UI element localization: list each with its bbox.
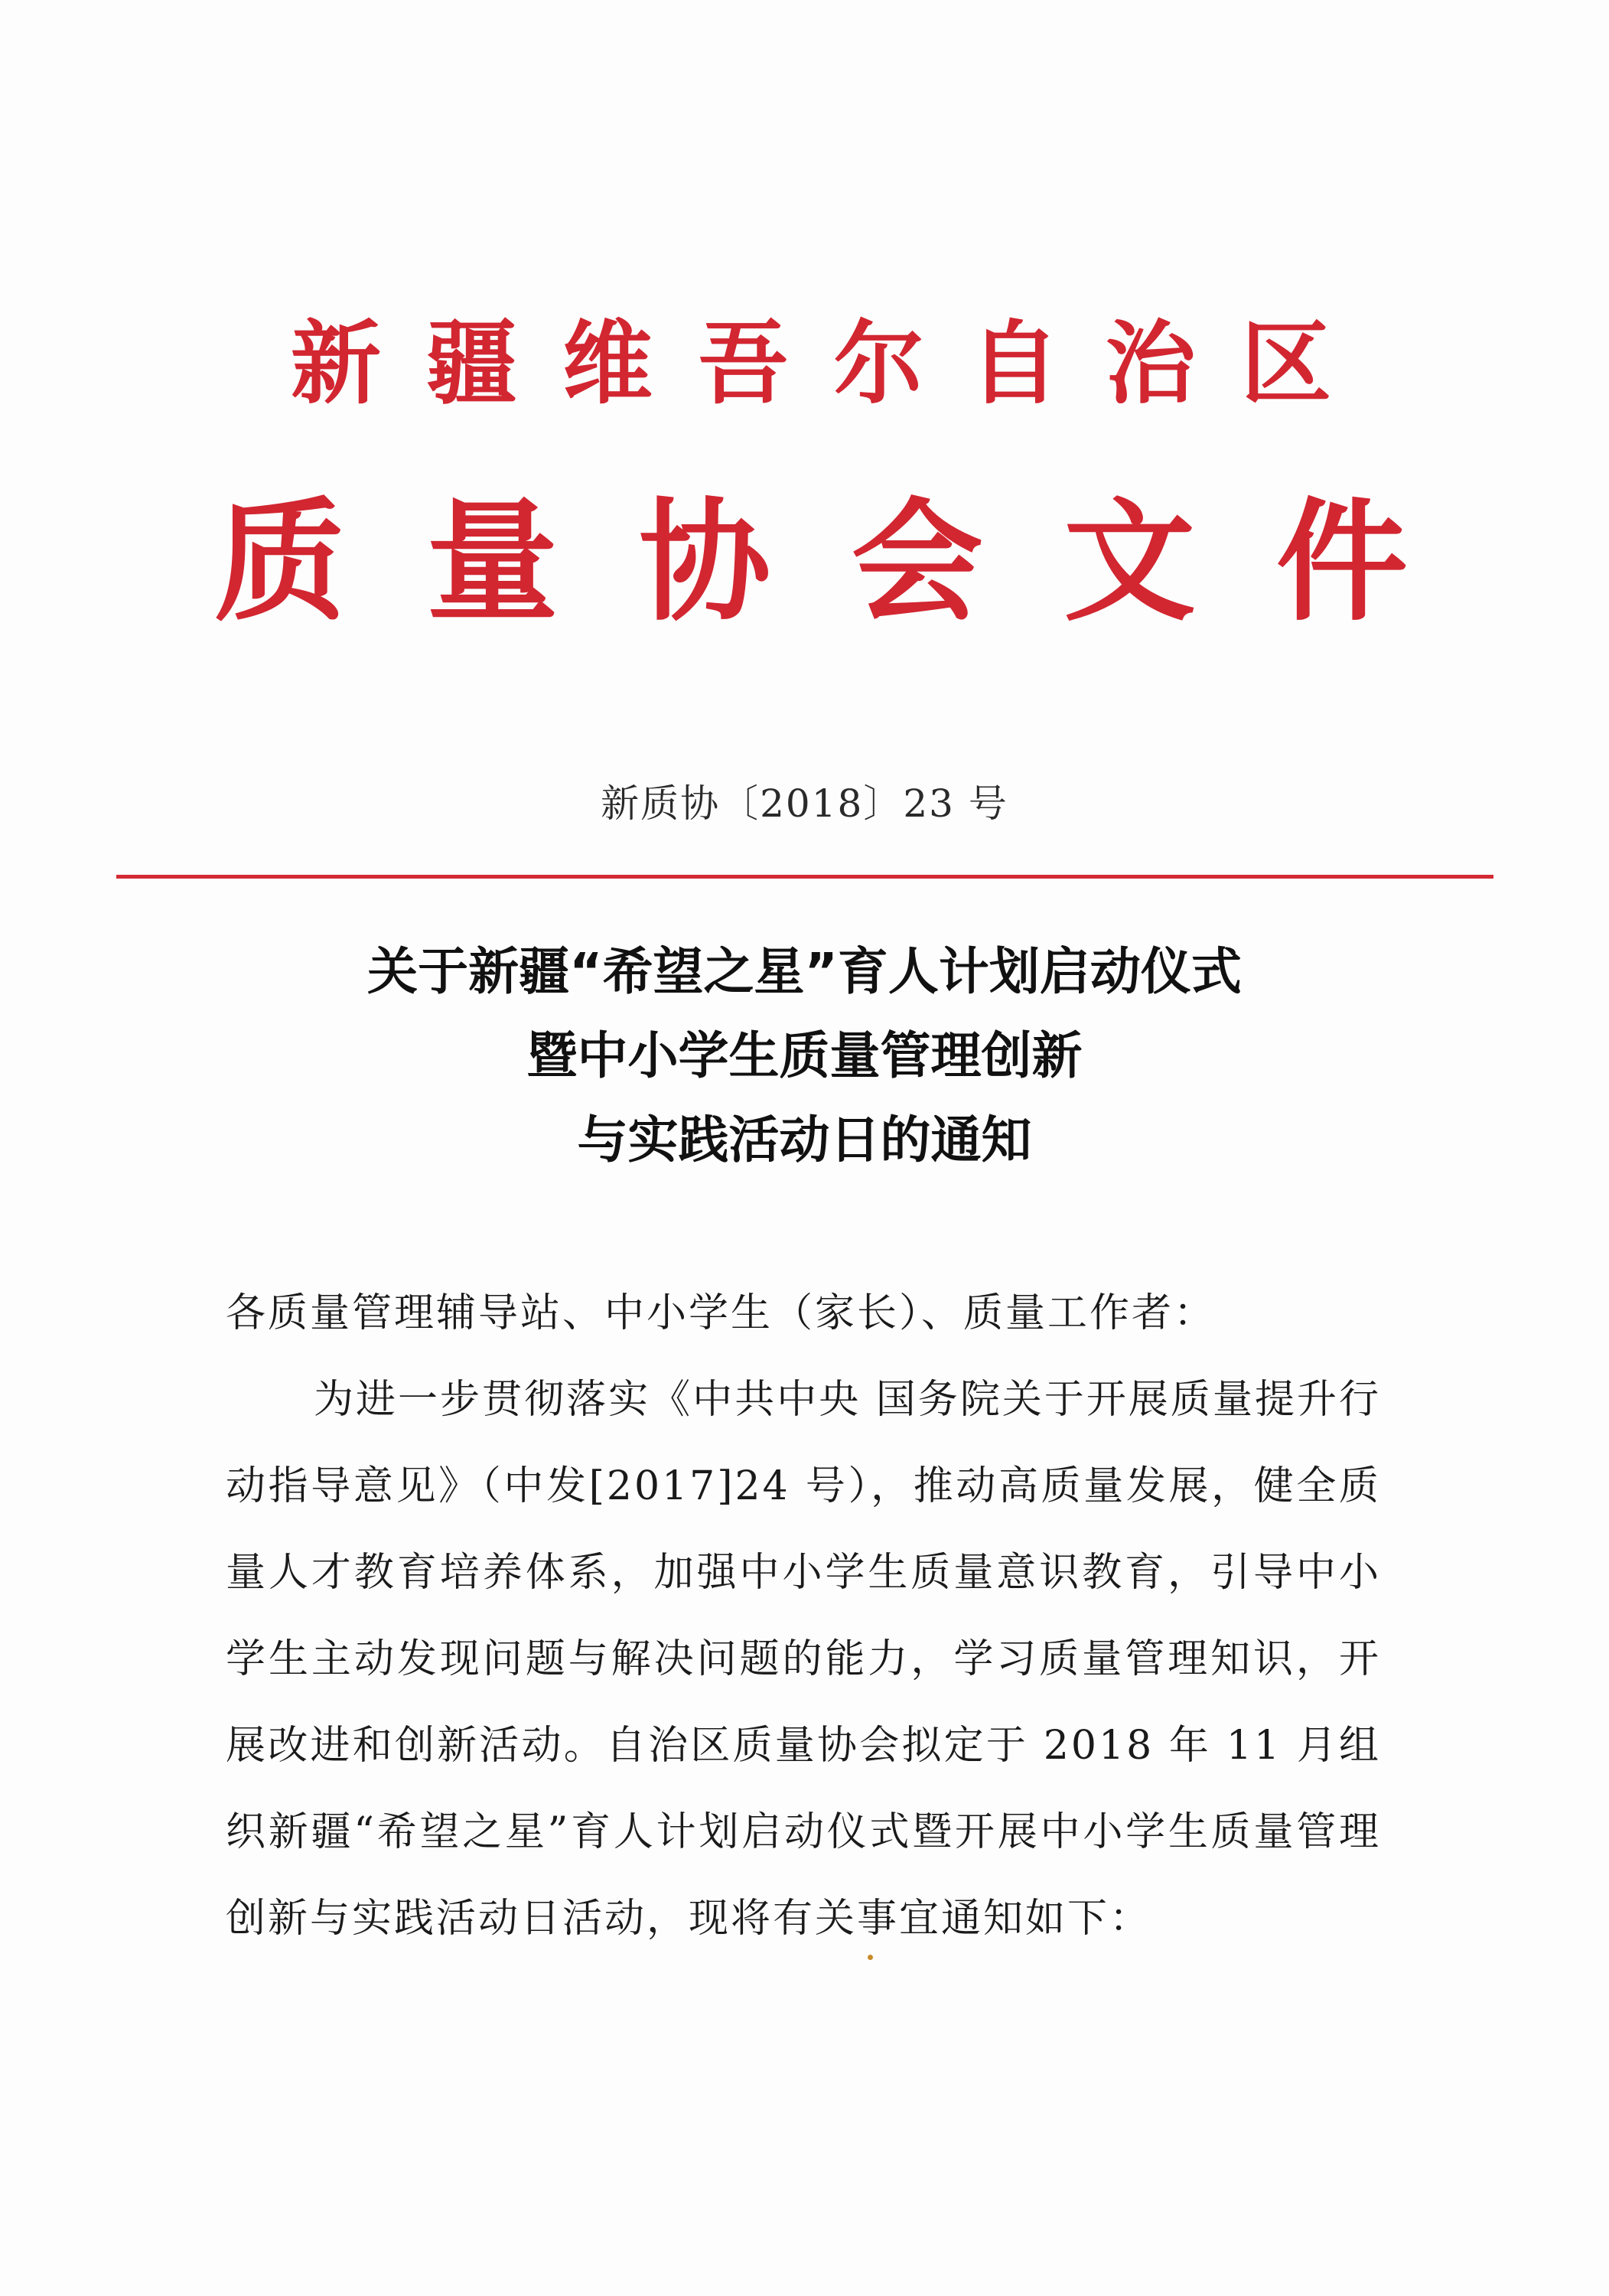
header-char: 疆 <box>426 311 517 416</box>
title-line-3: 与实践活动日的通知 <box>577 1110 1032 1169</box>
title-line-2: 暨中小学生质量管理创新 <box>526 1026 1083 1085</box>
document-number: 新质协〔2018〕23 号 <box>601 781 1008 826</box>
header-char: 件 <box>1275 484 1408 639</box>
body-paragraph: 为进一步贯彻落实《中共中央 国务院关于开展质量提升行动指导意见》（中发[2017]24 号），推动高质量发展，健全质量人才教育培养体系，加强中小学生质量意识教育，引导中小学生主动发现问题与解决问题的能力，学习质量管理知识，开展改进和创新活动。自治区质量协会拟定于 2018 年 11 月组织新疆“希望之星”育人计划启动仪式暨开展中小学生质量管理创新与实践活动日活动，现将有关事宜通知如下： <box>226 1377 1381 1942</box>
header-char: 尔 <box>833 311 924 416</box>
notice-body <box>226 1270 1381 1962</box>
header-char: 新 <box>291 311 382 416</box>
header-char: 自 <box>969 311 1060 416</box>
header-char: 吾 <box>698 311 789 416</box>
scan-speck <box>868 1955 873 1960</box>
title-line-1: 关于新疆“希望之星”育人计划启动仪式 <box>367 942 1242 1001</box>
red-divider-line <box>116 875 1493 879</box>
header-document-type-line <box>214 467 1408 639</box>
header-char: 协 <box>639 484 771 639</box>
header-char: 质 <box>214 484 346 639</box>
header-char: 区 <box>1240 311 1331 416</box>
header-char: 维 <box>562 311 653 416</box>
header-char: 治 <box>1105 311 1196 416</box>
header-char: 文 <box>1063 484 1196 639</box>
header-char: 会 <box>851 484 983 639</box>
salutation: 各质量管理辅导站、中小学生（家长）、质量工作者： <box>226 1290 1217 1336</box>
header-char: 量 <box>426 484 559 639</box>
header-organization-line <box>291 295 1331 417</box>
notice-title <box>0 930 1609 1182</box>
